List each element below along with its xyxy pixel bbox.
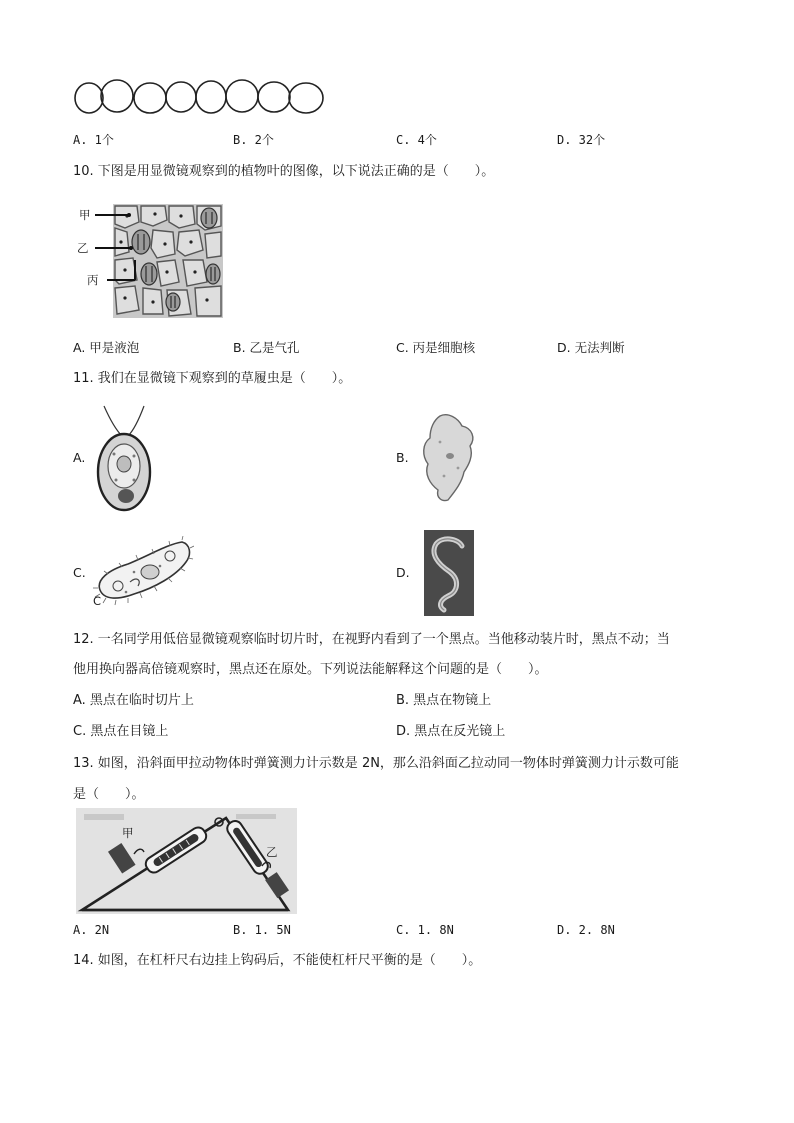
q11-stem: 11. 我们在显微镜下观察到的草履虫是（ ）。 xyxy=(73,371,352,386)
inclined-plane-drawing xyxy=(76,808,297,914)
q12-stem-line2: 他用换向器高倍镜观察时，黑点还在原处。下列说法能解释这个问题的是（ ）。 xyxy=(73,662,548,677)
q13-stem-line2: 是（ ）。 xyxy=(73,787,145,802)
inclined-plane-figure xyxy=(76,808,297,914)
label-bing: 丙 xyxy=(87,273,99,287)
q9-option-b[interactable]: B. 2个 xyxy=(233,133,274,147)
q12-stem-line1: 12. 一名同学用低倍显微镜观察临时切片时，在视野内看到了一个黑点。当他移动装片时，黑点不动；当 xyxy=(73,632,670,647)
label-slope-yi: 乙 xyxy=(266,845,278,859)
q10-option-a[interactable]: A. 甲是液泡 xyxy=(73,340,140,355)
q9-option-d[interactable]: D. 32个 xyxy=(557,133,606,147)
q9-option-a[interactable]: A. 1个 xyxy=(73,133,114,147)
q12-option-b[interactable]: B. 黑点在物镜上 xyxy=(396,693,492,708)
q12-option-d[interactable]: D. 黑点在反光镜上 xyxy=(396,724,506,739)
q13-option-a[interactable]: A. 2N xyxy=(73,923,110,937)
q9-option-c[interactable]: C. 4个 xyxy=(396,133,437,147)
figure-c-tag: C xyxy=(93,594,102,608)
q13-option-d[interactable]: D. 2. 8N xyxy=(557,923,615,937)
q11-option-d[interactable]: D. xyxy=(396,565,410,580)
q11-option-a[interactable]: A. xyxy=(73,450,86,465)
nematode-figure[interactable] xyxy=(424,530,474,616)
q13-stem-line1: 13. 如图，沿斜面甲拉动物体时弹簧测力计示数是 2N，那么沿斜面乙拉动同一物体时弹簧测力计示数可能 xyxy=(73,756,679,771)
cell-chain-figure xyxy=(70,78,332,116)
q10-option-d[interactable]: D. 无法判断 xyxy=(557,340,625,355)
paramecium-figure[interactable] xyxy=(90,536,194,608)
organism-a-figure[interactable] xyxy=(94,404,154,514)
organism-b-figure[interactable] xyxy=(418,412,480,504)
q14-stem: 14. 如图，在杠杆尺右边挂上钩码后，不能使杠杆尺平衡的是（ ）。 xyxy=(73,953,482,968)
label-slope-jia: 甲 xyxy=(122,826,134,840)
q13-option-c[interactable]: C. 1. 8N xyxy=(396,923,454,937)
q12-option-a[interactable]: A. 黑点在临时切片上 xyxy=(73,693,194,708)
q12-option-c[interactable]: C. 黑点在目镜上 xyxy=(73,724,169,739)
q10-option-c[interactable]: C. 丙是细胞核 xyxy=(396,340,476,355)
label-pointer-lines xyxy=(73,200,153,300)
q13-option-b[interactable]: B. 1. 5N xyxy=(233,923,291,937)
q11-option-b[interactable]: B. xyxy=(396,450,409,465)
q10-option-b[interactable]: B. 乙是气孔 xyxy=(233,340,300,355)
q11-option-c[interactable]: C. xyxy=(73,565,86,580)
leaf-cell-figure xyxy=(73,200,223,318)
label-jia: 甲 xyxy=(79,208,91,222)
q10-stem: 10. 下图是用显微镜观察到的植物叶的图像，以下说法正确的是（ ）。 xyxy=(73,164,495,179)
label-yi: 乙 xyxy=(77,241,89,255)
